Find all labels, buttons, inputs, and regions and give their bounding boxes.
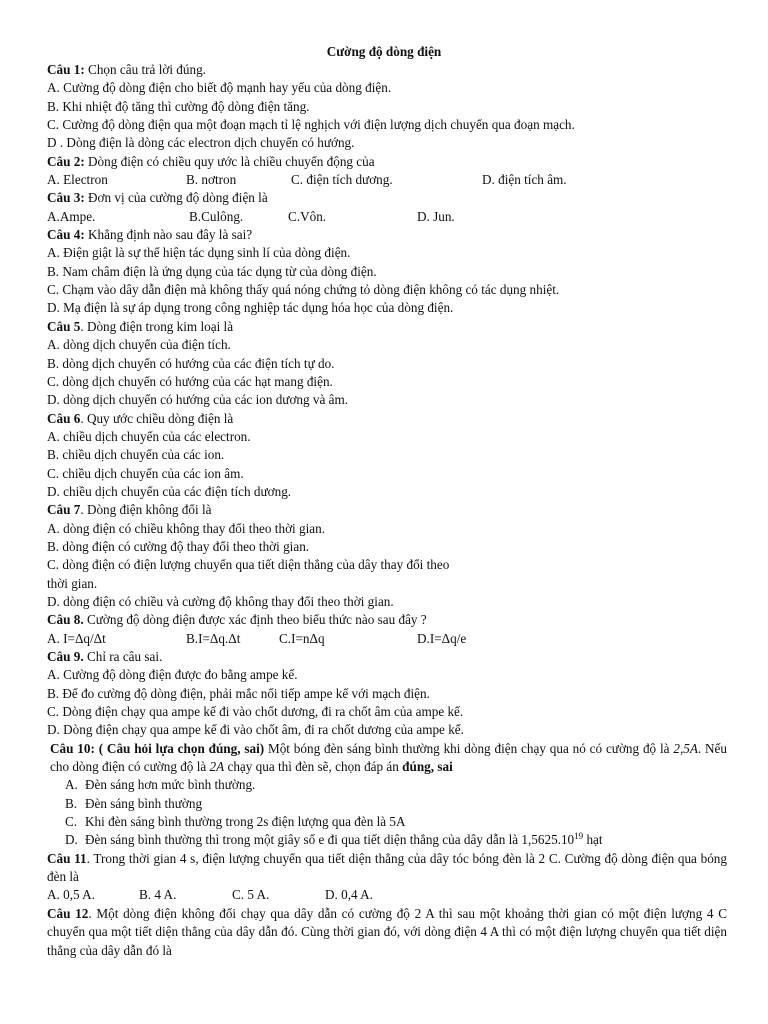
question-3 (47, 189, 727, 226)
option-label: B. (65, 795, 78, 811)
option-c: C. chiều dịch chuyển của các ion âm. (47, 465, 244, 481)
option-b: B. chiều dịch chuyển của các ion. (47, 447, 225, 463)
question-label: Câu 7 (47, 502, 81, 518)
question-6 (47, 410, 727, 502)
question-label: Câu 1: (47, 62, 85, 77)
question-stem: . Dòng điện không đổi là (80, 502, 212, 518)
option-c: C.I=nΔq (279, 630, 325, 646)
option-c: C. Dòng điện chạy qua ampe kế đi vào chốt dương, đi ra chốt âm của ampe kế. (47, 704, 464, 720)
option-a: A. chiều dịch chuyển của các electron. (47, 428, 251, 444)
option-c: C. 5 A. (232, 887, 270, 903)
option-a: A. 0,5 A. (47, 887, 95, 903)
question-stem: Chỉ ra câu sai. (83, 649, 163, 664)
question-stem-emphasis: đúng, sai (402, 759, 453, 775)
option-d: D. 0,4 A. (325, 887, 373, 903)
option-d: D. Jun. (417, 208, 455, 224)
question-stem: . Dòng điện trong kim loại là (80, 318, 234, 334)
option-d: D. dòng điện có chiều và cường độ không thay đổi theo thời gian. (47, 593, 394, 609)
option-text: Khi đèn sáng bình thường trong 2s điện lượng qua đèn là 5A (85, 814, 406, 830)
option-a: A. Electron (47, 172, 108, 188)
question-label: Câu 9. (47, 649, 84, 664)
option-c: C. dòng dịch chuyển có hướng của các hạt mang điện. (47, 373, 333, 389)
question-label: Câu 3: (47, 190, 85, 206)
option-c: C.Vôn. (288, 208, 327, 224)
option-text: Đèn sáng bình thường thì trong một giây số e đi qua tiết diện thẳng của dây dẫn là 1,5625.10 (85, 832, 575, 848)
option-b: B.Culông. (189, 208, 244, 224)
question-label: Câu 2: (47, 153, 85, 169)
question-stem: . Quy ước chiều dòng điện là (80, 410, 234, 426)
option-c: C. dòng điện có điện lượng chuyển qua tiết diện thẳng của dây thay đổi theo (47, 557, 450, 573)
option-b: B. Khi nhiệt độ tăng thì cường độ dòng điện tăng. (47, 98, 310, 114)
option-c: C. điện tích dương. (291, 172, 393, 188)
current-value-2: 2A (209, 759, 225, 775)
option-b: B. dòng điện có cường độ thay đổi theo thời gian. (47, 538, 310, 554)
option-b: B. Để đo cường độ dòng điện, phải mắc nối tiếp ampe kế với mạch điện. (47, 685, 430, 701)
question-stem: Dòng điện có chiều quy ước là chiều chuyển động của (84, 153, 375, 169)
option-a: A. dòng dịch chuyển của điện tích. (47, 337, 231, 353)
option-label: C. (65, 814, 78, 830)
question-10 (50, 740, 727, 777)
option-d: D.I=Δq/e (417, 630, 467, 646)
question-label: Câu 6 (47, 410, 81, 426)
option-d: D. Mạ điện là sự áp dụng trong công nghiệp tác dụng hóa học của dòng điện. (47, 300, 454, 316)
question-1 (47, 61, 727, 153)
current-value-1: 2,5A (673, 740, 698, 756)
option-a: A. I=Δq/Δt (47, 630, 106, 646)
question-stem: Chọn câu trả lời đúng. (84, 62, 206, 77)
option-b: B. nơtron (186, 172, 237, 188)
option-b: B.I=Δq.Δt (186, 630, 241, 646)
question-8 (47, 611, 727, 648)
option-b: B. dòng dịch chuyển có hướng của các điện tích tự do. (47, 355, 335, 371)
option-d (47, 831, 727, 849)
question-stem: . Một dòng điện không đổi chạy qua dây dẫn có cường độ 2 A thì sau một khoảng thời gian có một điện lượng 4 C chuyển qua một tiết diện thẳng của dây dẫn đó. Cùng thời gian đó, với dòng điện 4 A thì có một điện lượng chuyển qua tiết diện thẳng của dây dẫn đó là (47, 905, 728, 958)
option-b: B. 4 A. (139, 887, 177, 903)
question-label: Câu 5 (47, 318, 81, 334)
question-4 (47, 226, 727, 318)
question-label: Câu 11 (47, 850, 87, 866)
question-10-options (47, 776, 727, 849)
question-11 (47, 850, 727, 905)
option-d: D. chiều dịch chuyển của các điện tích dương. (47, 483, 292, 499)
question-2 (47, 153, 727, 190)
option-d: D . Dòng điện là dòng các electron dịch chuyển có hướng. (47, 135, 355, 151)
question-label: Câu 8. (47, 612, 84, 628)
option-d: D. Dòng điện chạy qua ampe kế đi vào chốt âm, đi ra chốt dương của ampe kế. (47, 722, 464, 738)
question-list (47, 61, 727, 960)
question-label: Câu 4: (47, 227, 85, 243)
option-b (47, 795, 727, 813)
option-text-tail: hạt (583, 832, 603, 848)
option-d: D. điện tích âm. (482, 172, 567, 188)
option-text: Đèn sáng hơn mức bình thường. (85, 777, 256, 793)
question-5 (47, 318, 727, 410)
exponent: 19 (574, 831, 584, 842)
option-d: D. dòng dịch chuyển có hướng của các ion dương và âm. (47, 392, 349, 408)
option-label: A. (65, 777, 78, 793)
page-title: Cường độ dòng điện (326, 44, 442, 59)
question-9 (47, 648, 727, 740)
option-a: A.Ampe. (47, 208, 96, 224)
option-c (47, 813, 727, 831)
option-a (47, 776, 727, 794)
option-b: B. Nam châm điện là ứng dụng của tác dụng từ của dòng điện. (47, 263, 377, 279)
question-7 (47, 501, 727, 611)
option-a: A. Điện giật là sự thể hiện tác dụng sinh lí của dòng điện. (47, 245, 351, 261)
option-a: A. dòng điện có chiều không thay đổi theo thời gian. (47, 520, 325, 536)
option-c: C. Chạm vào dây dẫn điện mà không thấy quá nóng chứng tỏ dòng điện không có tác dụng nhiệt. (47, 282, 560, 298)
question-label: Câu 10: ( Câu hỏi lựa chọn đúng, sai) (50, 740, 265, 756)
question-stem: . Trong thời gian 4 s, điện lượng chuyển qua tiết diện thẳng của dây tóc bóng đèn là 2 C. Cường độ dòng điện qua bóng đèn là (47, 850, 727, 885)
option-a: A. Cường độ dòng điện cho biết độ mạnh hay yếu của dòng điện. (47, 80, 392, 96)
question-stem: Khẳng định nào sau đây là sai? (84, 227, 253, 243)
question-stem-3: chạy qua thì đèn sẽ, chọn đáp án (224, 759, 403, 775)
option-label: D. (65, 832, 78, 848)
question-12 (47, 905, 727, 960)
option-c-continued: thời gian. (47, 575, 98, 591)
option-c: C. Cường độ dòng điện qua một đoạn mạch tỉ lệ nghịch với điện lượng dịch chuyển qua đoạn mạch. (47, 117, 575, 133)
question-stem: Đơn vị của cường độ dòng điện là (84, 190, 268, 206)
question-label: Câu 12 (47, 905, 89, 921)
option-text: Đèn sáng bình thường (85, 795, 203, 811)
question-stem-2: . Nếu cho dòng điện có cường độ là (50, 740, 727, 775)
question-stem: Cường độ dòng điện được xác định theo biểu thức nào sau đây ? (83, 612, 427, 628)
option-a: A. Cường độ dòng điện được đo bằng ampe kế. (47, 667, 298, 683)
question-stem: Một bóng đèn sáng bình thường khi dòng điện chạy qua nó có cường độ là (264, 740, 674, 756)
